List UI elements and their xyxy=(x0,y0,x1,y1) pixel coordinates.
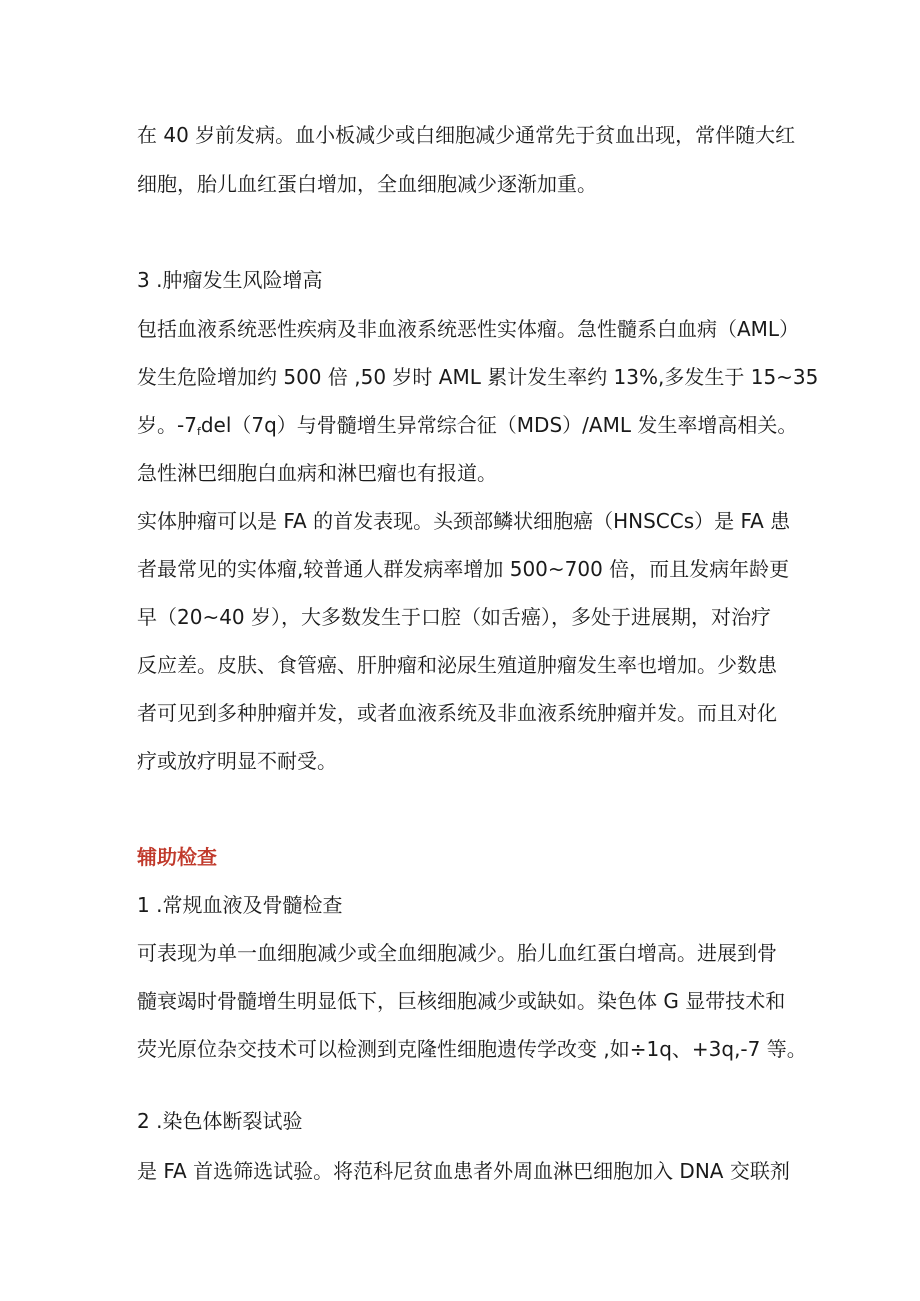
exam-sub1-line-3: 荧光原位杂交技术可以检测到克隆性细胞遗传学改变 ,如÷1q、+3q,-7 等。 xyxy=(137,1037,807,1061)
tumor-para1-line-4: 急性淋巴细胞白血病和淋巴瘤也有报道。 xyxy=(137,461,497,485)
tumor-para2-line-2: 者最常见的实体瘤,较普通人群发病率增加 500~700 倍，而且发病年龄更 xyxy=(137,557,790,581)
tumor-para2-line-4: 反应差。皮肤、食管癌、肝肿瘤和泌尿生殖道肿瘤发生率也增加。少数患 xyxy=(137,653,777,677)
tumor-para2-line-3: 早（20~40 岁），大多数发生于口腔（如舌癌），多处于进展期，对治疗 xyxy=(137,605,772,629)
tumor-para1-line-3-start: 岁。-7 xyxy=(137,413,197,437)
tumor-para1-line-1: 包括血液系统恶性疾病及非血液系统恶性实体瘤。急性髓系白血病（AML） xyxy=(137,317,800,341)
tumor-para2-line-5: 者可见到多种肿瘤并发，或者血液系统及非血液系统肿瘤并发。而且对化 xyxy=(137,701,777,725)
tumor-para1-line-3-end: del（7q）与骨髓增生异常综合征（MDS）/AML 发生率增高相关。 xyxy=(200,413,798,437)
exam-sub1-line-2: 髓衰竭时骨髓增生明显低下，巨核细胞减少或缺如。染色体 G 显带技术和 xyxy=(137,989,786,1013)
exam-sub1-title: 1 .常规血液及骨髓检查 xyxy=(137,893,343,917)
exam-sub2-title: 2 .染色体断裂试验 xyxy=(137,1109,303,1133)
intro-line-1: 在 40 岁前发病。血小板减少或白细胞减少通常先于贫血出现，常伴随大红 xyxy=(137,123,796,147)
tumor-para1-line-2: 发生危险增加约 500 倍 ,50 岁时 AML 累计发生率约 13%,多发生于 15~35 xyxy=(137,365,819,389)
tumor-para2-line-1: 实体肿瘤可以是 FA 的首发表现。头颈部鳞状细胞癌（HNSCCs）是 FA 患 xyxy=(137,509,791,533)
section-tumor-title: 3 .肿瘤发生风险增高 xyxy=(137,268,323,292)
section-exam-heading: 辅助检查 xyxy=(137,845,217,869)
exam-sub1-line-1: 可表现为单一血细胞减少或全血细胞减少。胎儿血红蛋白增高。进展到骨 xyxy=(137,941,777,965)
subscript-f: f xyxy=(196,425,201,438)
intro-line-2: 细胞，胎儿血红蛋白增加，全血细胞减少逐渐加重。 xyxy=(137,172,597,196)
tumor-para2-line-6: 疗或放疗明显不耐受。 xyxy=(137,749,337,773)
tumor-para1-line-3 xyxy=(137,411,817,446)
exam-sub2-line-1: 是 FA 首选筛选试验。将范科尼贫血患者外周血淋巴细胞加入 DNA 交联剂 xyxy=(137,1159,790,1183)
